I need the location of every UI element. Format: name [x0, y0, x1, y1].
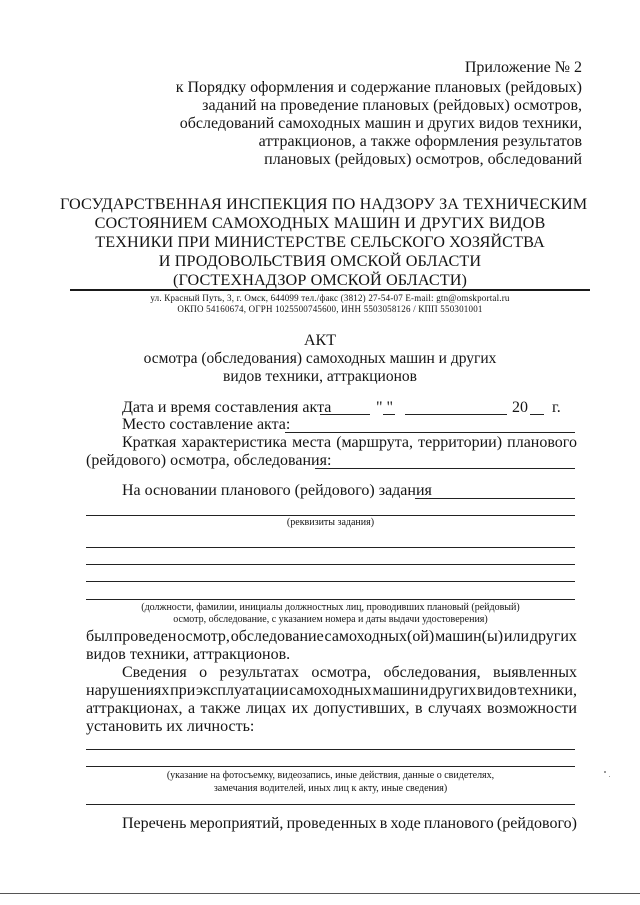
evidence-blank[interactable]	[86, 766, 575, 767]
act-title: АКТ	[304, 332, 336, 349]
agency-address: ул. Красный Путь, 3, г. Омск, 644099 тел./факс (3812) 27-54-07 E-mail: gtn@omskportal.ru	[150, 293, 510, 303]
requisites-caption: (реквизиты задания)	[286, 517, 375, 528]
date-quote: " "	[376, 399, 394, 416]
appendix-line: заданий на проведение плановых (рейдовых) осмотров,	[202, 97, 582, 114]
evidence-blank[interactable]	[86, 804, 575, 805]
evidence-caption: (указание на фотосъемку, видеозапись, иные действия, данные о свидетелях,	[166, 770, 495, 781]
year-prefix: 20	[512, 399, 528, 416]
agency-codes: ОКПО 54160674, ОГРН 1025500745600, ИНН 5503058126 / КПП 550301001	[177, 304, 483, 314]
scan-speck	[609, 776, 610, 777]
officials-blank[interactable]	[86, 564, 575, 565]
officials-caption: (должности, фамилии, инициалы должностных лиц, проводивших плановый (рейдовый)	[141, 602, 520, 613]
requisites-blank[interactable]	[86, 515, 575, 516]
act-subtitle: осмотра (обследования) самоходных машин и других	[143, 350, 497, 367]
agency-name-line: ТЕХНИКИ ПРИ МИНИСТЕРСТВЕ СЕЛЬСКОГО ХОЗЯЙСТВА	[95, 233, 545, 251]
place-label: Место составление акта:	[122, 416, 291, 433]
datetime-label: Дата и время составления акта	[122, 399, 332, 416]
measures-text: Перечень мероприятий, проведенных в ходе планового (рейдового)	[122, 815, 577, 832]
scan-speck	[604, 771, 606, 773]
scan-edge-line	[0, 893, 640, 894]
appendix-line: аттракционов, а также оформления результатов	[258, 133, 582, 150]
appendix-line: к Порядку оформления и содержание плановых (рейдовых)	[175, 79, 582, 96]
results-text: установить их личность:	[86, 718, 255, 735]
agency-name-line: И ПРОДОВОЛЬСТВИЯ ОМСКОЙ ОБЛАСТИ	[158, 252, 482, 270]
year-blank[interactable]	[530, 414, 544, 415]
brief-characteristic-line: Краткая характеристика места (маршрута, территории) планового	[122, 434, 577, 451]
agency-name-line: ГОСУДАРСТВЕННАЯ ИНСПЕКЦИЯ ПО НАДЗОРУ ЗА ТЕХНИЧЕСКИМ	[60, 195, 588, 213]
results-text: Сведения о результатах осмотра, обследования, выявленных	[122, 664, 577, 681]
place-blank[interactable]	[285, 432, 575, 433]
act-subtitle: видов техники, аттракционов	[223, 368, 417, 385]
date-month-blank[interactable]	[405, 414, 507, 415]
agency-name-line: (ГОСТЕХНАДЗОР ОМСКОЙ ОБЛАСТИ)	[173, 271, 467, 289]
header-divider	[70, 289, 590, 291]
evidence-caption: замечания водителей, иных лиц к акту, иные сведения)	[213, 783, 448, 794]
year-suffix: г.	[552, 399, 561, 416]
appendix-title: Приложение № 2	[464, 59, 582, 76]
officials-blank[interactable]	[86, 599, 575, 600]
officials-blank[interactable]	[86, 547, 575, 548]
officials-blank[interactable]	[86, 581, 575, 582]
results-text: нарушениях при эксплуатации самоходных машин и других видов техники,	[86, 682, 577, 699]
date-day-blank[interactable]	[320, 414, 370, 415]
appendix-line: обследований самоходных машин и других видов техники,	[179, 115, 582, 132]
basis-blank[interactable]	[415, 498, 575, 499]
officials-caption: осмотр, обследование, с указанием номера и даты выдачи удостоверения)	[173, 614, 488, 625]
evidence-blank[interactable]	[86, 749, 575, 750]
brief-characteristic-label: (рейдового) осмотра, обследования:	[86, 452, 332, 469]
results-text: аттракционах, а также лицах их допустивших, в случаях возможности	[86, 700, 577, 717]
agency-name-line: СОСТОЯНИЕМ САМОХОДНЫХ МАШИН И ДРУГИХ ВИДОВ	[94, 214, 546, 232]
date-number-blank[interactable]	[383, 414, 395, 415]
conducted-text: видов техники, аттракционов.	[86, 646, 291, 663]
brief-characteristic-blank[interactable]	[315, 468, 575, 469]
basis-label: На основании планового (рейдового) задания	[122, 482, 432, 499]
conducted-text: был проведен осмотр, обследование самоходных(ой) машин(ы) или других	[86, 628, 577, 645]
appendix-line: плановых (рейдовых) осмотров, обследований	[264, 151, 582, 168]
